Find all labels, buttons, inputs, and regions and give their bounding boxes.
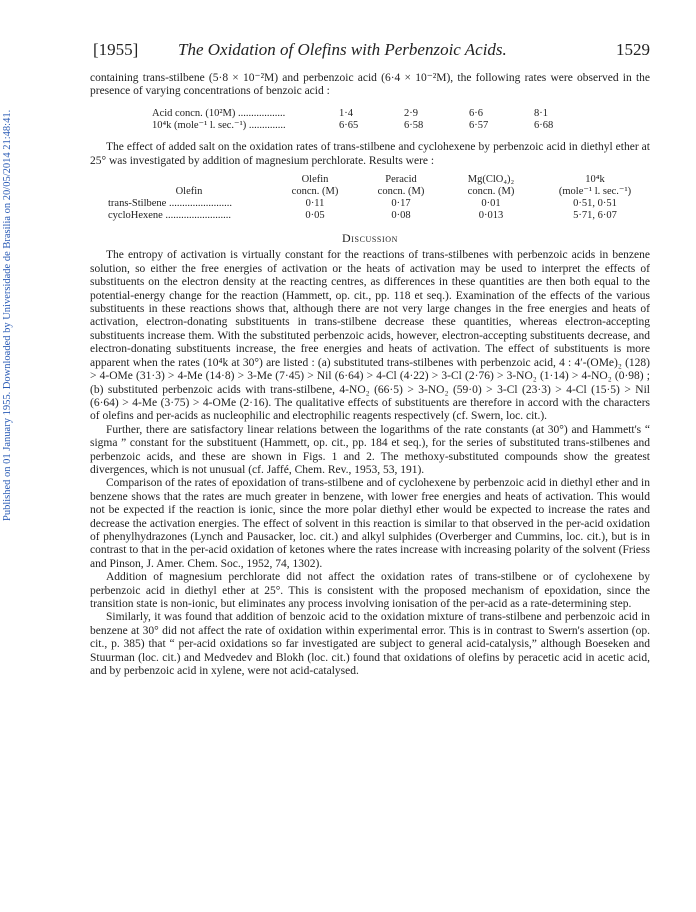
column-header: Peracid <box>385 174 417 186</box>
table-cell: 0·05 <box>305 210 325 222</box>
table-cell: 2·9 <box>404 107 418 119</box>
discussion-paragraph: The entropy of activation is virtually constant for the reactions of trans-stilbenes with perbenzoic acids in benzene solution, so either the free energies of activation or the heats of activation may be used to interpret the effects of substituents on the electron density at the reacting centres, as differences in these quantities are then both equal to the potential-energy change for the reaction (Hammett, op. cit., pp. 118 et seq.). Examination of the effects of the various substituents in these reactions shows that, although there are not very large changes in the free energies and heats of activation, electron-donating substituents in trans-stilbene decrease these quantities, whereas electron-accepting substituents increase them. With the substituted perbenzoic acids, however, electron-accepting substituents decrease, and electron-donating substituents increase, the free energies and heats of activation. The effect of substituents is more apparent when the rates (10⁴k at 30°) are listed : (a) substituted trans-stilbenes with perbenzoic acid, 4 : 4′-(OMe)₂ (128) > 4-OMe (31·3) > 4-Me (14·8) > 3-Me (7·45) > Nil (6·64) > 4-Cl (4·22) > 3-Cl (2·76) > 3-NO₂ (1·14) > 4-NO₂ (0·98) ; (b) substituted perbenzoic acids with trans-stilbene, 4-NO₂ (66·5) > 3-NO₂ (59·0) > 3-Cl (23·3) > 4-Cl (15·5) > Nil (6·64) > 4-Me (3·75) > 4-OMe (2·16). The qualitative effects of substituents are therefore in accord with the characters of olefins and per-acids as nucleophilic and electrophilic reagents respectively (cf. Swern, loc. cit.). <box>90 249 650 423</box>
table-cell: 0·51, 0·51 <box>573 198 617 210</box>
column-header: 10⁴k <box>585 174 605 186</box>
section-heading: Discussion <box>341 231 398 246</box>
column-header: Mg(ClO₄)₂ <box>467 174 515 186</box>
table-row <box>108 210 650 222</box>
table-header-row <box>108 186 650 198</box>
table-cell: 0·08 <box>391 210 411 222</box>
table-cell: 6·57 <box>469 120 489 132</box>
article-body <box>90 72 650 678</box>
table-cell: 6·58 <box>404 120 424 132</box>
column-header: (mole⁻¹ l. sec.⁻¹) <box>558 186 632 198</box>
benzoic-acid-rate-table <box>152 108 599 132</box>
table-cell: 1·4 <box>339 107 353 119</box>
table-header-row <box>108 174 650 186</box>
table-cell: 0·01 <box>481 198 501 210</box>
table-cell: 6·65 <box>339 120 359 132</box>
column-header: Olefin <box>301 174 329 186</box>
discussion-paragraph: Addition of magnesium perchlorate did not affect the oxidation rates of trans-stilbene or of cyclohexene by perbenzoic acid in diethyl ether at 25°. This is consistent with the proposed mechanism of epoxidation, since the transition state is non-ionic, but eliminates any process involving ionisation of the per-acid as a rate-determining step. <box>90 571 650 610</box>
column-header: concn. (M) <box>291 186 339 198</box>
salt-effect-table <box>108 174 650 222</box>
column-header: concn. (M) <box>377 186 425 198</box>
row-label: Acid concn. (10²M) .................. <box>152 107 286 119</box>
header-title: The Oxidation of Olefins with Perbenzoic Acids. <box>178 40 507 59</box>
table-cell: 8·1 <box>534 107 548 119</box>
table-cell: 0·11 <box>305 198 325 210</box>
discussion-paragraph: Further, there are satisfactory linear relations between the logarithms of the rate constants (at 30°) and Hammett's “ sigma ” constant for the substituent (Hammett, op. cit., pp. 184 et seq.), for the series of substituted trans-stilbenes and perbenzoic acids, and these are shown in Figs. 1 and 2. The methoxy-substituted compounds show the greatest divergences, which is not unusual (cf. Jaffé, Chem. Rev., 1953, 53, 191). <box>90 423 650 476</box>
table-cell: 6·6 <box>469 107 483 119</box>
table-cell: 5·71, 6·07 <box>573 210 617 222</box>
table-cell: 0·17 <box>391 198 411 210</box>
table-row <box>108 198 650 210</box>
table-cell: 0·013 <box>478 210 504 222</box>
table-row <box>152 108 599 120</box>
discussion-paragraph: Similarly, it was found that addition of benzoic acid to the oxidation mixture of trans-stilbene and perbenzoic acid in benzene at 30° did not affect the rate of oxidation within experimental error. This is in contrast to Swern's assertion (op. cit., p. 385) that “ per-acid oxidations so far investigated are subject to general acid-catalysis,” although Boeseken and Stuurman (loc. cit.) and Medvedev and Blokh (loc. cit.) found that oxidations of olefins by peracetic acid in acetic acid, and by perbenzoic acid in xylene, were not acid-catalysed. <box>90 611 650 678</box>
header-year: [1955] <box>93 40 139 59</box>
column-header: concn. (M) <box>467 186 515 198</box>
table-row <box>152 120 599 132</box>
salt-paragraph: The effect of added salt on the oxidation rates of trans-stilbene and cyclohexene by perbenzoic acid in diethyl ether at 25° was investigated by addition of magnesium perchlorate. Results were : <box>90 141 650 167</box>
row-label: 10⁴k (mole⁻¹ l. sec.⁻¹) .............. <box>152 120 286 132</box>
running-header <box>90 40 650 62</box>
olefin-name: cycloHexene ......................... <box>108 210 232 222</box>
intro-paragraph: containing trans-stilbene (5·8 × 10⁻²M) and perbenzoic acid (6·4 × 10⁻²M), the following rates were observed in the presence of varying concentrations of benzoic acid : <box>90 72 650 98</box>
column-header <box>108 174 270 186</box>
page-number: 1529 <box>616 40 650 59</box>
table-cell: 6·68 <box>534 120 554 132</box>
column-header: Olefin <box>175 186 203 198</box>
discussion-paragraph: Comparison of the rates of epoxidation of trans-stilbene and of cyclohexene by perbenzoic acid in diethyl ether and in benzene shows that the rates are much greater in benzene, with lower free energies and heats of activation. This would not be expected if the reaction is ionic, since the more polar diethyl ether would be expected to increase the rates and decrease the activation energies. The effect of solvent in this reaction is similar to that observed in the per-acid oxidation of phenylhydrazones (Lynch and Pausacker, loc. cit.) and alkyl sulphides (Overberger and Cummins, loc. cit.), but is in contrast to that in the per-acid oxidation of ketones where the rates increase with increasing polarity of the solvent (Friess and Pinson, J. Amer. Chem. Soc., 1952, 74, 1302). <box>90 477 650 570</box>
olefin-name: trans-Stilbene ........................ <box>108 198 232 210</box>
download-watermark: Published on 01 January 1955. Downloaded by Universidade de Brasilia on 20/05/2014 21:48:41. <box>2 109 13 521</box>
